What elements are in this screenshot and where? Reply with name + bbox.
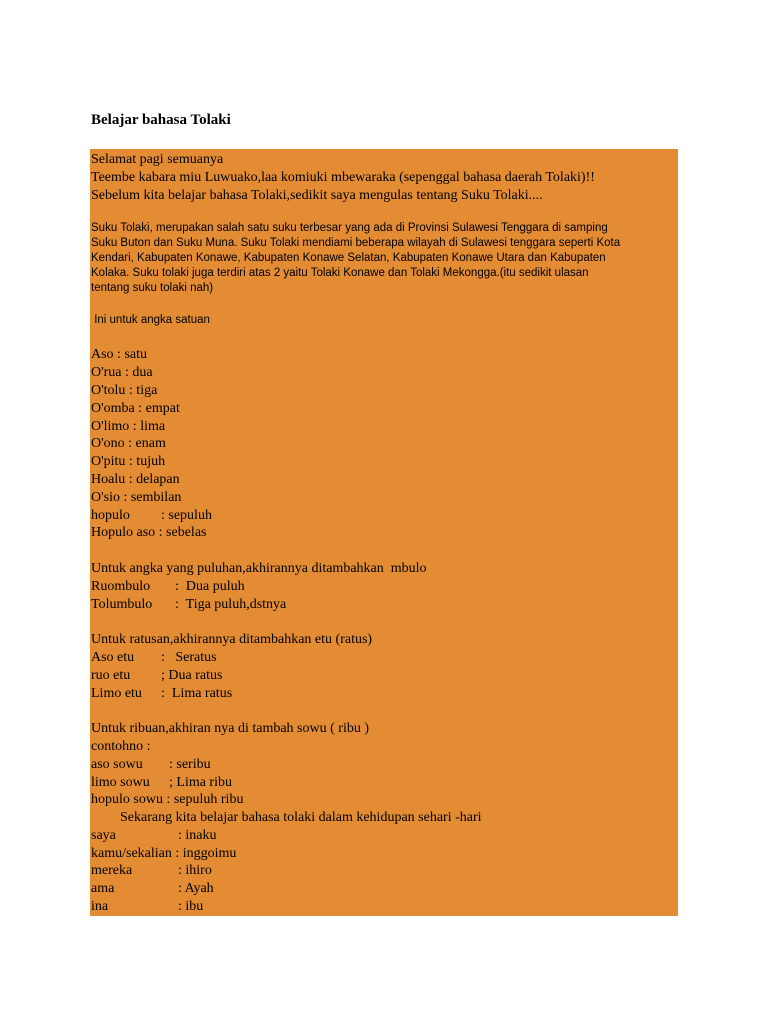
satuan-item: Hoalu : delapan [91, 471, 180, 487]
pronoun-item [91, 862, 678, 880]
paragraph-line: Kendari, Kabupaten Konawe, Kabupaten Konawe Selatan, Kabupaten Konawe Utara dan Kabupaten [91, 251, 606, 264]
translation: ; Lima ribu [169, 774, 232, 790]
ratusan-item [91, 649, 678, 667]
intro-line: Selamat pagi semuanya [91, 152, 224, 167]
ribuan-heading: Untuk ribuan,akhiran nya di tambah sowu ( ribu ) [91, 721, 369, 737]
satuan-item: O'rua : dua [91, 365, 153, 381]
translation: : Seratus [161, 649, 217, 665]
paragraph-line: Suku Tolaki, merupakan salah satu suku terbesar yang ada di Provinsi Sulawesi Tenggara di samping [91, 222, 608, 235]
intro-block [91, 151, 678, 204]
suku-tolaki-paragraph [91, 221, 678, 295]
translation: : Dua puluh [175, 578, 245, 594]
translation: : seribu [169, 756, 211, 772]
numbers-list [91, 346, 678, 916]
satuan-item: O'pitu : tujuh [91, 454, 166, 470]
term: kamu/sekalian [91, 845, 172, 861]
intro-line: Sebelum kita belajar bahasa Tolaki,sedikit saya mengulas tentang Suku Tolaki.... [91, 187, 543, 203]
pronoun-item [91, 845, 678, 863]
contohno-label: contohno : [91, 738, 151, 754]
hopulo-sowu-item: hopulo sowu : sepuluh ribu [91, 792, 244, 808]
puluhan-item [91, 596, 678, 614]
term: ama [91, 881, 115, 897]
translation: : Tiga puluh,dstnya [175, 596, 287, 612]
puluhan-heading: Untuk angka yang puluhan,akhirannya ditambahkan mbulo [91, 560, 427, 576]
satuan-item: O'limo : lima [91, 418, 166, 434]
term: hopulo [91, 507, 130, 523]
paragraph-line: tentang suku tolaki nah) [91, 281, 214, 294]
term: aso sowu [91, 756, 143, 772]
puluhan-item [91, 578, 678, 596]
translation: : Ayah [178, 881, 214, 897]
hopulo-item [91, 507, 678, 525]
term: Ruombulo [91, 578, 151, 594]
term: Aso etu [91, 649, 135, 665]
paragraph-line: Suku Buton dan Suku Muna. Suku Tolaki mendiami beberapa wilayah di Sulawesi tenggara seperti Kota [91, 237, 621, 250]
term: saya [91, 827, 116, 843]
ratusan-item [91, 667, 678, 685]
translation: : inggoimu [175, 845, 237, 861]
satuan-heading: Ini untuk angka satuan [91, 314, 210, 327]
satuan-item: Aso : satu [91, 347, 147, 363]
translation: ; Dua ratus [161, 667, 223, 683]
translation: : ihiro [178, 863, 212, 879]
term: mereka [91, 863, 133, 879]
term: Tolumbulo [91, 596, 153, 612]
satuan-item: O'ono : enam [91, 436, 166, 452]
sehari-heading: Sekarang kita belajar bahasa tolaki dalam kehidupan sehari -hari [120, 810, 482, 826]
pronoun-item [91, 880, 678, 898]
pronoun-item [91, 898, 678, 916]
translation: : sepuluh [161, 507, 212, 523]
satuan-item: O'tolu : tiga [91, 382, 158, 398]
term: ina [91, 899, 109, 915]
translation: : ibu [178, 899, 204, 915]
term: ruo etu [91, 667, 131, 683]
ratusan-heading: Untuk ratusan,akhirannya ditambahkan etu (ratus) [91, 632, 373, 648]
translation: : Lima ratus [161, 685, 233, 701]
hopulo-aso-item: Hopulo aso : sebelas [91, 525, 207, 541]
document-title: Belajar bahasa Tolaki [91, 112, 231, 128]
content-box [90, 149, 678, 916]
ribuan-item [91, 756, 678, 774]
pronoun-item [91, 827, 678, 845]
term: limo sowu [91, 774, 150, 790]
satuan-item: O'sio : sembilan [91, 489, 182, 505]
ratusan-item [91, 685, 678, 703]
translation: : inaku [178, 827, 217, 843]
term: Limo etu [91, 685, 142, 701]
ribuan-item [91, 774, 678, 792]
paragraph-line: Kolaka. Suku tolaki juga terdiri atas 2 yaitu Tolaki Konawe dan Tolaki Mekongga.(itu sedikit ulasan [91, 266, 589, 279]
satuan-item: O'omba : empat [91, 400, 180, 416]
intro-line: Teembe kabara miu Luwuako,laa komiuki mbewaraka (sepenggal bahasa daerah Tolaki)!! [91, 169, 595, 185]
